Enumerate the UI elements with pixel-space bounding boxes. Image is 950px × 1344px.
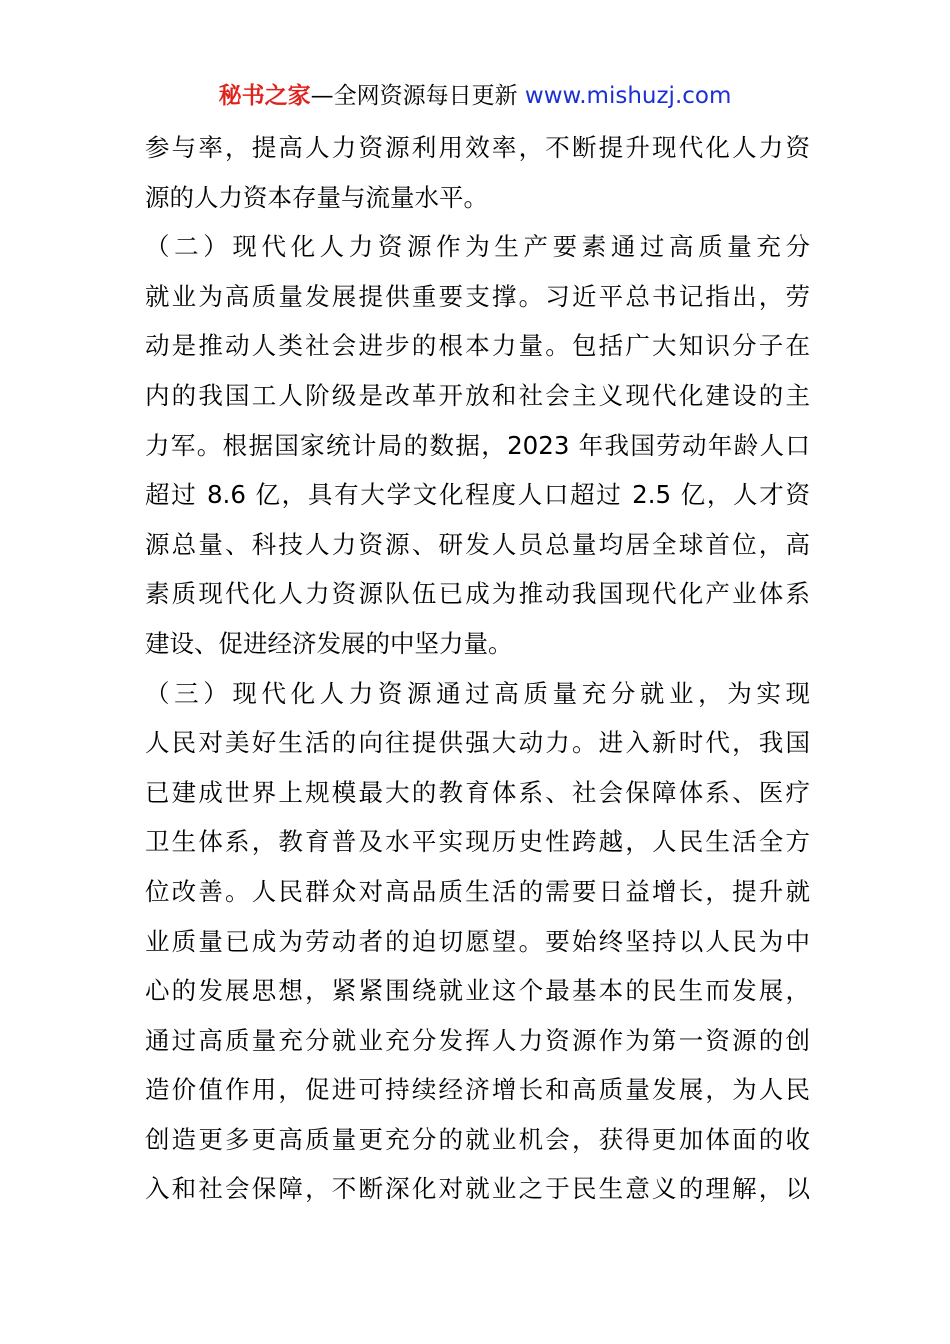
site-tagline: —全网资源每日更新 [310,83,518,109]
text-line: （三）现代化人力资源通过高质量充分就业，为实现 [145,678,810,708]
document-body [145,123,810,1214]
text-line: 造价值作用，促进可持续经济增长和高质量发展，为人民 [145,1075,810,1105]
text-line: 力军。根据国家统计局的数据，2023 年我国劳动年龄人口 [145,430,810,460]
text-line: 内的我国工人阶级是改革开放和社会主义现代化建设的主 [145,380,810,410]
text-line: 素质现代化人力资源队伍已成为推动我国现代化产业体系 [145,579,810,609]
text-line: 创造更多更高质量更充分的就业机会，获得更加体面的收 [145,1124,810,1154]
text-line: 就业为高质量发展提供重要支撑。习近平总书记指出，劳 [145,281,810,311]
text-line: 心的发展思想，紧紧围绕就业这个最基本的民生而发展， [145,976,810,1006]
text-line: 参与率，提高人力资源利用效率，不断提升现代化人力资 [145,133,810,162]
text-line: 建设、促进经济发展的中坚力量。 [145,628,513,658]
text-line: 源总量、科技人力资源、研发人员总量均居全球首位，高 [145,529,810,559]
text-line: 位改善。人民群众对高品质生活的需要日益增长，提升就 [145,876,810,906]
text-line: 业质量已成为劳动者的迫切愿望。要始终坚持以人民为中 [145,926,810,956]
text-line: 动是推动人类社会进步的根本力量。包括广大知识分子在 [145,331,810,361]
site-brand: 秘书之家 [218,83,311,109]
text-line: （二）现代化人力资源作为生产要素通过高质量充分 [145,232,810,262]
text-line: 超过 8.6 亿，具有大学文化程度人口超过 2.5 亿，人才资 [145,480,810,510]
text-line: 人民对美好生活的向往提供强大动力。进入新时代，我国 [145,728,810,758]
text-line: 通过高质量充分就业充分发挥人力资源作为第一资源的创 [145,1025,810,1055]
site-url-link[interactable]: www.mishuzj.com [524,83,732,109]
text-line: 卫生体系，教育普及水平实现历史性跨越，人民生活全方 [145,827,810,857]
text-line: 已建成世界上规模最大的教育体系、社会保障体系、医疗 [145,777,810,807]
text-line: 源的人力资本存量与流量水平。 [145,182,488,212]
site-header [0,80,950,112]
text-line: 入和社会保障，不断深化对就业之于民生意义的理解，以 [145,1174,810,1204]
